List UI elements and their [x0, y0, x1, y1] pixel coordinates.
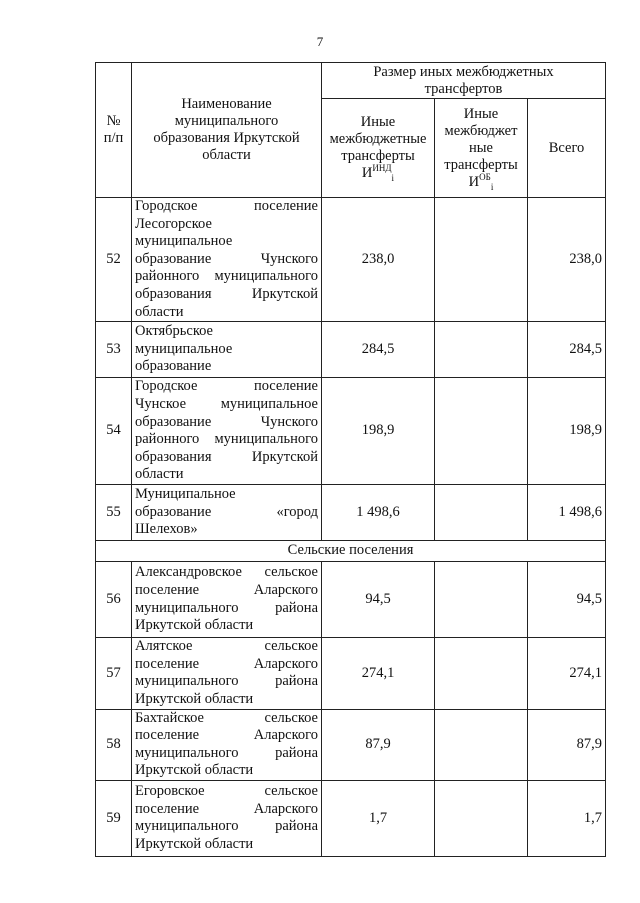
- row-total-value: 87,9: [528, 709, 606, 780]
- row-ind-value: 198,9: [322, 378, 435, 485]
- header-col-total: Всего: [528, 99, 606, 198]
- row-name: Алятское сельское поселение Аларского муниципального района Иркутской области: [132, 638, 322, 709]
- row-ind-value: 87,9: [322, 709, 435, 780]
- row-name: Егоровское сельское поселение Аларского муниципального района Иркутской области: [132, 780, 322, 856]
- row-ind-value: 1 498,6: [322, 485, 435, 541]
- row-total-value: 94,5: [528, 562, 606, 638]
- row-ob-value: [435, 638, 528, 709]
- row-ind-value: 238,0: [322, 198, 435, 322]
- table-row: [96, 322, 606, 378]
- row-ind-value: 1,7: [322, 780, 435, 856]
- row-name: Городское поселение Лесогорское муниципальное образование Чунского районного муниципального образования Иркутской области: [132, 198, 322, 322]
- table-row: [96, 638, 606, 709]
- row-name: Муниципальное образование «город Шелехов»: [132, 485, 322, 541]
- row-ob-value: [435, 562, 528, 638]
- table-row: [96, 780, 606, 856]
- row-num: 53: [96, 322, 132, 378]
- row-num: 59: [96, 780, 132, 856]
- row-name: Городское поселение Чунское муниципальное образование Чунского районного муниципального образования Иркутской области: [132, 378, 322, 485]
- header-col-ind-text: Иные межбюджетные трансферты: [329, 114, 427, 164]
- table-row: [96, 709, 606, 780]
- row-num: 58: [96, 709, 132, 780]
- section-title: Сельские поселения: [96, 541, 606, 562]
- row-name: Бахтайское сельское поселение Аларского муниципального района Иркутской области: [132, 709, 322, 780]
- row-total-value: 284,5: [528, 322, 606, 378]
- row-name: Александровское сельское поселение Аларского муниципального района Иркутской области: [132, 562, 322, 638]
- table-row: [96, 485, 606, 541]
- row-ind-value: 284,5: [322, 322, 435, 378]
- header-group: Размер иных межбюджетных трансфертов: [322, 63, 606, 99]
- row-ob-value: [435, 378, 528, 485]
- transfers-table: [95, 62, 606, 857]
- section-row: [96, 541, 606, 562]
- header-col-ob: [435, 99, 528, 198]
- header-col-ob-text: Иные межбюджет ные трансферты: [444, 105, 518, 173]
- row-num: 55: [96, 485, 132, 541]
- row-name: Октябрьское муниципальное образование: [132, 322, 322, 378]
- row-total-value: 238,0: [528, 198, 606, 322]
- row-ind-value: 94,5: [322, 562, 435, 638]
- row-total-value: 1,7: [528, 780, 606, 856]
- page-number: 7: [316, 34, 324, 49]
- table-row: [96, 562, 606, 638]
- table-row: [96, 198, 606, 322]
- table-row: [96, 378, 606, 485]
- row-ob-value: [435, 780, 528, 856]
- row-ob-value: [435, 709, 528, 780]
- row-ob-value: [435, 322, 528, 378]
- header-col-ind-symbol: $И^{ИНД}_i$: [361, 163, 395, 183]
- row-num: 52: [96, 198, 132, 322]
- row-total-value: 274,1: [528, 638, 606, 709]
- row-ob-value: [435, 198, 528, 322]
- header-name: Наименование муниципального образования Иркутской области: [132, 63, 322, 198]
- row-ob-value: [435, 485, 528, 541]
- header-col-ind: [322, 99, 435, 198]
- row-ind-value: 274,1: [322, 638, 435, 709]
- row-num: 56: [96, 562, 132, 638]
- row-num: 54: [96, 378, 132, 485]
- row-total-value: 198,9: [528, 378, 606, 485]
- header-num: № п/п: [96, 63, 132, 198]
- row-num: 57: [96, 638, 132, 709]
- row-total-value: 1 498,6: [528, 485, 606, 541]
- header-col-ob-symbol: $И^{ОБ}_i$: [468, 171, 494, 192]
